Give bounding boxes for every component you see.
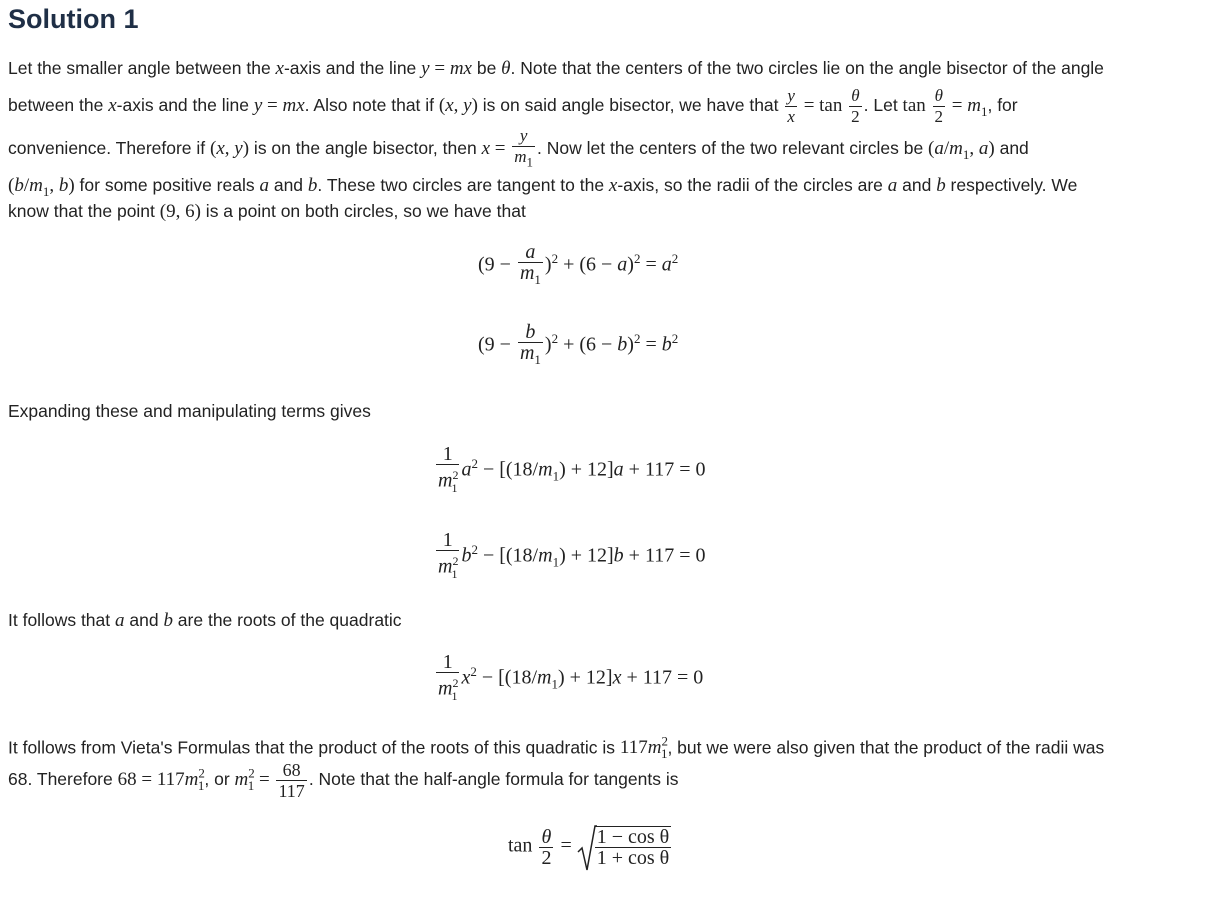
quadratic-x: $\frac{1}{m^2_1}$ $x^2 - [(18/m_1) + 12]x + 117 = 0$ xyxy=(438,651,704,703)
paragraph-line-1: Let the smaller angle between the x-axis and the line y = mx be θ. Note that the centers of the two circles lie on the angle bisector of the angle xyxy=(8,58,1104,79)
circle-equation-b: (9 − $\frac{b}{m_1}$ )$^2 + (6 - b)^2 = b^2$ xyxy=(478,321,679,367)
half-angle-formula: tan $\frac{\theta}{2}$ = $\frac{\text{1 − cos θ}}{\text{1 + cos θ}}$ xyxy=(508,825,670,869)
paragraph-expanding: Expanding these and manipulating terms gives xyxy=(8,401,371,421)
solution-heading: Solution 1 xyxy=(8,4,139,34)
quadratic-b: $\frac{1}{m^2_1}$ $b^2 - [(18/m_1) + 12]b + 117 = 0$ xyxy=(438,529,706,581)
paragraph-line-3: convenience. Therefore if (x, y) is on the angle bisector, then x = $\frac{y}{m_1}$ . Now let the centers of the two relevant circles be ($a/m_1$, a) and xyxy=(8,126,1029,170)
paragraph-line-2: between the x-axis and the line y = mx. Also note that if (x, y) is on said angle bisector, we have that $\frac{y}{x}$ = tan $\frac{\theta}{2}$ . Let tan $\frac{\theta}{2}$ = $m_1$, for xyxy=(8,86,1018,126)
circle-equation-a: (9 − $\frac{a}{m_1}$ )$^2 + (6 - a)^2 = a^2$ xyxy=(478,241,679,287)
paragraph-vieta-2: 68. Therefore $68 = 117m^2_1$, or $m^2_1$ = $\frac{68}{117}$ . Note that the half-angle formula for tangents is xyxy=(8,760,679,801)
paragraph-line-5: know that the point (9, 6) is a point on both circles, so we have that xyxy=(8,201,526,222)
paragraph-line-4: ($b/m_1$, b) for some positive reals a and b. These two circles are tangent to the x-axis, so the radii of the circles are a and b respectively. We xyxy=(8,175,1078,199)
quadratic-a: $\frac{1}{m^2_1}$ $a^2 - [(18/m_1) + 12]a + 117 = 0$ xyxy=(438,443,706,495)
paragraph-vieta-1: It follows from Vieta's Formulas that the product of the roots of this quadratic is $117m^2_1$, but we were also given that the product of the radii was xyxy=(8,734,1105,762)
paragraph-roots: It follows that a and b are the roots of the quadratic xyxy=(8,610,402,631)
